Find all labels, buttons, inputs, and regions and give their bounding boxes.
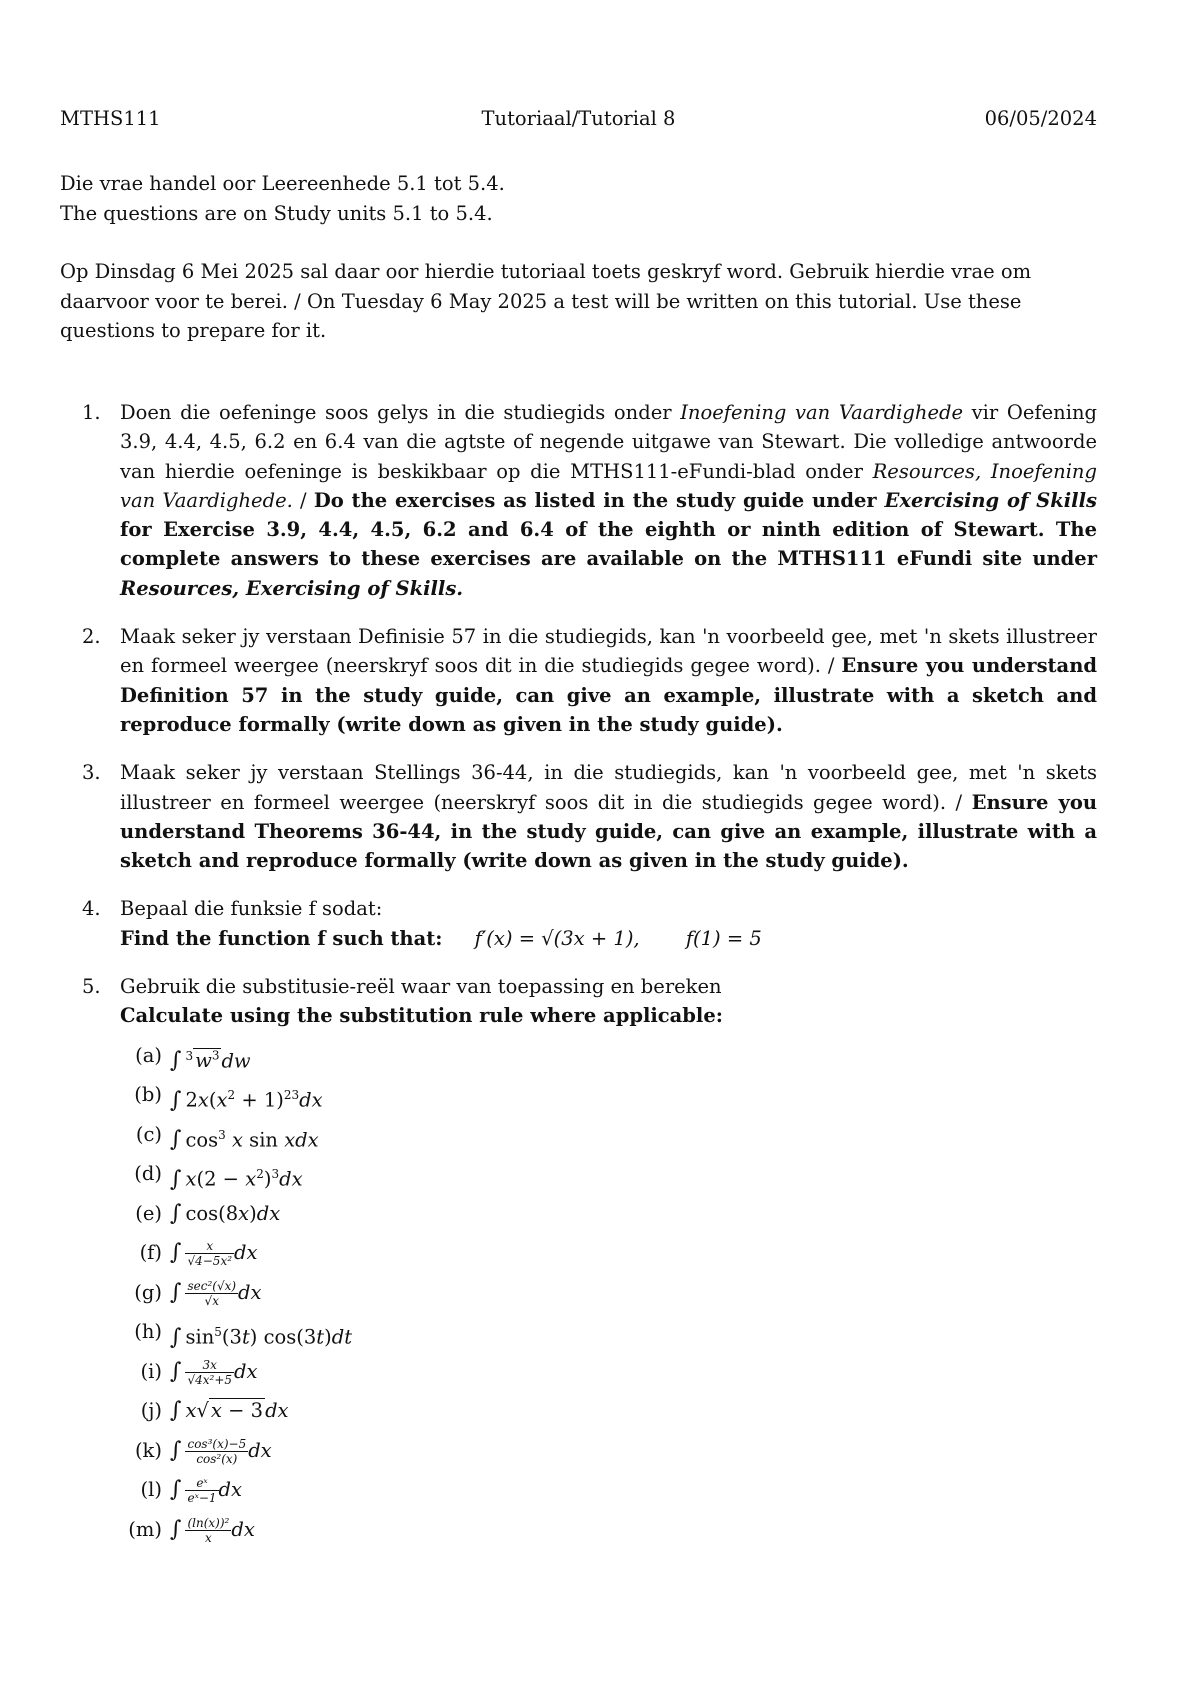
question-number: 5. <box>82 975 101 999</box>
question-text-af: Maak seker jy verstaan Definisie 57 in die studiegids, kan 'n voorbeeld gee, met 'n skets illustreer en formeel weergee (neerskryf soos dit in die studiegids gegee word). / <box>120 625 1097 678</box>
integral-item: (i) ∫ $\frac{3x}{\text{√4x²+5}}$ dx <box>140 1357 258 1387</box>
question-2 <box>60 622 1097 739</box>
question-1 <box>60 398 1097 603</box>
equation-derivative: f′(x) = √(3x + 1), <box>474 926 640 950</box>
integral-item: (b) ∫ $2x(x^2 + 1)^{23}dx$ <box>134 1083 323 1113</box>
question-text-en: Ensure you understand Theorems 36-44, in the study guide, can give an example, illustrate with a sketch and reproduce formally (write down as given in the study guide). <box>120 790 1098 873</box>
question-list <box>60 398 1097 1573</box>
integral-item: (g) ∫ $\frac{\text{sec²(√x)}}{√x}$ dx <box>134 1278 262 1308</box>
integral-item: (f) ∫ $\frac{x}{\text{√4−5x²}}$ dx <box>139 1239 258 1269</box>
page-header <box>60 107 1097 137</box>
question-emphasis: Resources, Exercising of Skills. <box>120 576 464 600</box>
intro-line-en: The questions are on Study units 5.1 to 5.4. <box>60 201 493 225</box>
integral-list <box>120 1041 1097 1555</box>
question-number: 2. <box>82 625 101 649</box>
integral-item: (e) ∫ cos(8x)dx <box>135 1200 281 1226</box>
question-4 <box>60 894 1097 953</box>
course-code: MTHS111 <box>60 107 161 130</box>
question-emphasis: Exercising of Skills <box>884 488 1097 512</box>
document-date: 06/05/2024 <box>984 107 1097 130</box>
question-line-en <box>120 924 1097 953</box>
integral-item: (d) ∫ $x(2 - x^2)^3dx$ <box>134 1162 303 1192</box>
integral-item: (a) ∫ $^3$ $w^3$ dw <box>135 1043 251 1074</box>
question-emphasis: Inoefening van Vaardighede <box>680 401 964 424</box>
question-5 <box>60 972 1097 1554</box>
integral-item: (m) ∫ $\frac{\text{(ln(x))²}}{x}$ dx <box>128 1515 255 1545</box>
question-text-af: Doen die oefeninge soos gelys in die studiegids onder <box>120 401 681 424</box>
question-text-af: Bepaal die funksie f sodat: <box>120 897 383 921</box>
question-text-en: for Exercise 3.9, 4.4, 4.5, 6.2 and 6.4 of the eighth or ninth edition of Stewart. The complete answers to these exercises are available on the MTHS111 eFundi site under <box>120 518 1097 571</box>
question-text-en: Do the exercises as listed in the study guide under <box>313 488 885 512</box>
equation-initial-value: f(1) = 5 <box>685 926 762 950</box>
separator: / <box>292 488 314 512</box>
question-3 <box>60 758 1097 875</box>
question-text-en: Calculate using the substitution rule where applicable: <box>120 1004 723 1028</box>
question-number: 3. <box>82 761 101 785</box>
intro-paragraph: Op Dinsdag 6 Mei 2025 sal daar oor hierdie tutoriaal toets geskryf word. Gebruik hierdie vrae om daarvoor voor te berei. / On Tuesday 6 May 2025 a test will be written on this tutorial. Use these questions to prepare for it. <box>60 260 1032 342</box>
integral-item: (k) ∫ $\frac{\text{cos³(x)−5}}{\text{cos²(x)}}$ dx <box>134 1436 272 1466</box>
question-text-af: vir Oefening 3.9, 4.4, 4.5, 6.2 en 6.4 van die agtste of negende uitgawe van Stewart. Die volledige antwoorde van hierdie oefeninge is beskikbaar op die MTHS111-eFundi-blad onder <box>120 401 1097 483</box>
question-number: 1. <box>82 401 101 424</box>
question-text-af: Gebruik die substitusie-reël waar van toepassing en bereken <box>120 975 722 999</box>
question-text-en: Ensure you understand Definition 57 in the study guide, can give an example, illustrate with a sketch and reproduce formally (write down as given in the study guide). <box>120 654 1098 736</box>
intro-line-af: Die vrae handel oor Leereenhede 5.1 tot 5.4. <box>60 172 505 195</box>
integral-item: (j) ∫ x√ x − 3 dx <box>140 1398 289 1424</box>
question-number: 4. <box>82 897 101 921</box>
document-title: Tutoriaal/Tutorial 8 <box>481 107 676 130</box>
integral-item: (c) ∫ $\cos^3 x$ sin xdx <box>135 1122 319 1153</box>
integral-item: (h) ∫ $\sin^5(3t)$ cos(3t)dt <box>134 1320 353 1350</box>
question-text-en: Find the function f such that: <box>120 926 443 950</box>
intro-section <box>60 169 1097 346</box>
question-text-af: Maak seker jy verstaan Stellings 36-44, in die studiegids, kan 'n voorbeeld gee, met 'n skets illustreer en formeel weergee (neerskryf soos dit in die studiegids gegee word). / <box>120 761 1097 814</box>
question-emphasis: Resources, Inoefening van Vaardighede. <box>120 459 1097 512</box>
integral-item: (l) ∫ $\frac{\text{eˣ}}{\text{eˣ−1}}$ dx <box>140 1476 243 1506</box>
